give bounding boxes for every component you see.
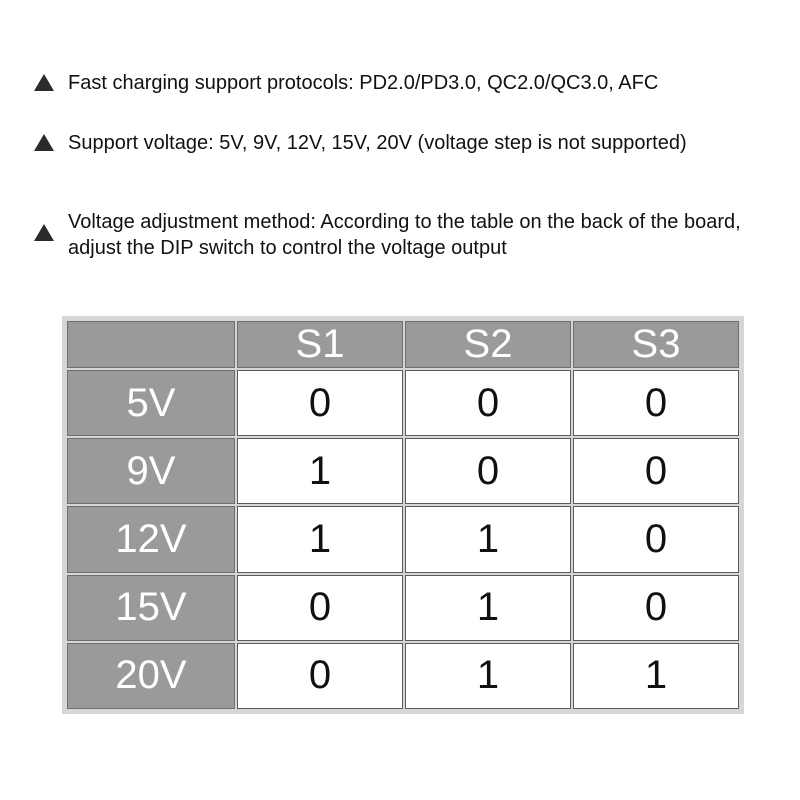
triangle-icon — [34, 134, 54, 151]
table-cell: 0 — [238, 644, 402, 708]
table-cell: 0 — [574, 371, 738, 435]
table-header-row — [68, 322, 738, 367]
triangle-icon — [34, 74, 54, 91]
bullet-text: Fast charging support protocols: PD2.0/PD3.0, QC2.0/QC3.0, AFC — [68, 72, 659, 94]
table-cell: 1 — [574, 644, 738, 708]
table-cell: 1 — [238, 507, 402, 571]
table-row — [68, 439, 738, 503]
table-row — [68, 371, 738, 435]
row-header-voltage: 12V — [68, 507, 234, 571]
dip-switch-table — [62, 316, 744, 714]
table-cell: 1 — [406, 644, 570, 708]
table-row — [68, 644, 738, 708]
table-cell: 0 — [406, 439, 570, 503]
table-cell: 1 — [238, 439, 402, 503]
table-cell: 0 — [406, 371, 570, 435]
table-cell: 0 — [238, 371, 402, 435]
header-corner-cell — [68, 322, 234, 367]
table-cell: 1 — [406, 507, 570, 571]
table-cell: 0 — [574, 507, 738, 571]
column-header-s3: S3 — [574, 322, 738, 367]
row-header-voltage: 20V — [68, 644, 234, 708]
table-cell: 0 — [238, 576, 402, 640]
table-cell: 1 — [406, 576, 570, 640]
table-row — [68, 507, 738, 571]
row-header-voltage: 9V — [68, 439, 234, 503]
bullet-text: Voltage adjustment method: According to the table on the back of the board, adjust the DIP switch to control the voltage output — [68, 211, 741, 259]
row-header-voltage: 5V — [68, 371, 234, 435]
bullet-item-protocols — [34, 70, 658, 96]
voltage-table — [64, 318, 742, 712]
row-header-voltage: 15V — [68, 576, 234, 640]
bullet-item-voltage — [34, 130, 687, 156]
table-cell: 0 — [574, 576, 738, 640]
bullet-text: Support voltage: 5V, 9V, 12V, 15V, 20V (voltage step is not supported) — [68, 132, 687, 154]
column-header-s2: S2 — [406, 322, 570, 367]
column-header-s1: S1 — [238, 322, 402, 367]
bullet-item-adjustment — [34, 209, 758, 261]
table-row — [68, 576, 738, 640]
triangle-icon — [34, 224, 54, 241]
table-cell: 0 — [574, 439, 738, 503]
